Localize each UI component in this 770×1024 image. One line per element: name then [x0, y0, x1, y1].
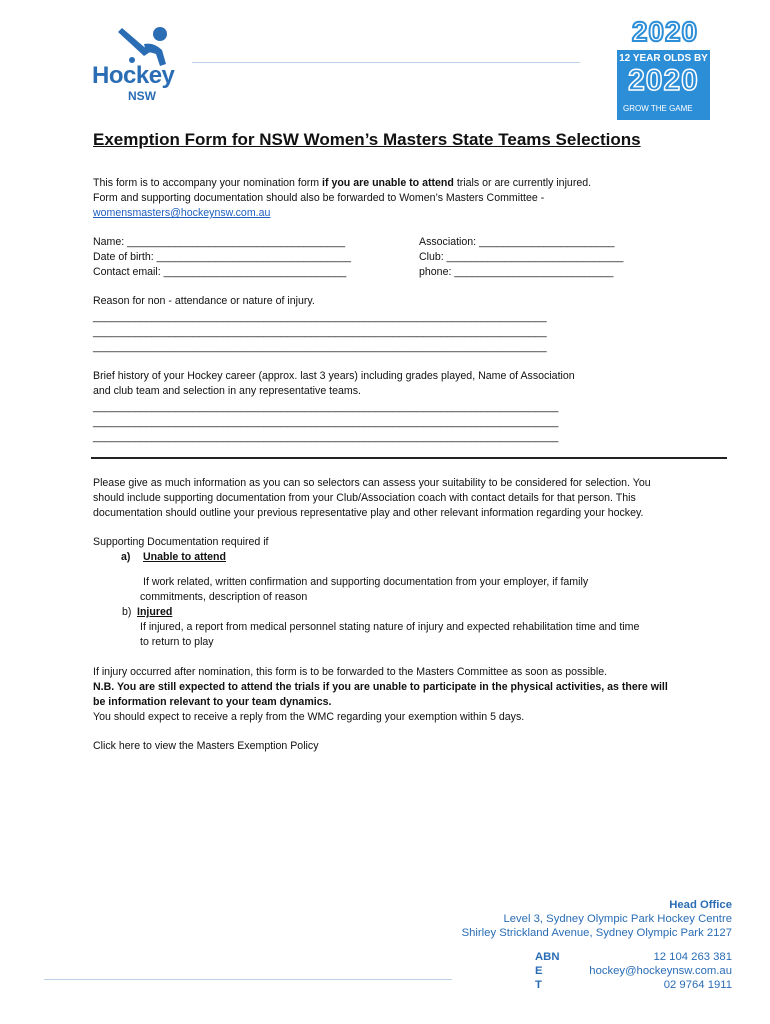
- hockey-nsw-logo: [92, 26, 192, 106]
- badge-line1: 12 YEAR OLDS BY: [619, 53, 708, 64]
- history-line-3[interactable]: _______________________________________________________________________________: [93, 431, 559, 443]
- footer-abn-key: ABN: [535, 951, 560, 963]
- intro-text-a: This form is to accompany your nomination form: [93, 177, 323, 189]
- note-line-3: be information relevant to your team dynamics.: [93, 696, 332, 708]
- badge-year-top: 2020: [631, 16, 699, 47]
- reason-line-2[interactable]: _____________________________________________________________________________: [93, 326, 547, 338]
- info-line-1: Please give as much information as you can so selectors can assess your suitability to be considered for selection. You: [93, 477, 651, 489]
- reason-line-3[interactable]: _____________________________________________________________________________: [93, 341, 547, 353]
- footer-address-2: Shirley Strickland Avenue, Sydney Olympic Park 2127: [461, 927, 732, 939]
- info-line-2: should include supporting documentation from your Club/Association coach with contact details for that person. This: [93, 492, 636, 504]
- note-line-1: If injury occurred after nomination, this form is to be forwarded to the Masters Committee as soon as possible.: [93, 666, 608, 678]
- page-title: Exemption Form for NSW Women’s Masters State Teams Selections: [93, 130, 641, 149]
- contact-email-field[interactable]: Contact email: _______________________________: [93, 266, 347, 278]
- note-line-2: N.B. You are still expected to attend the trials if you are unable to participate in the physical activities, as there will: [93, 681, 668, 693]
- footer-email-value[interactable]: hockey@hockeynsw.com.au: [589, 965, 732, 977]
- badge-box: [617, 50, 710, 120]
- intro-text-bold: if you are unable to attend: [322, 177, 454, 189]
- note-line-4: You should expect to receive a reply from the WMC regarding your exemption within 5 days.: [93, 711, 525, 723]
- logo-nsw: NSW: [128, 89, 156, 103]
- footer-address-1: Level 3, Sydney Olympic Park Hockey Centre: [503, 913, 732, 925]
- item-a-text-2: commitments, description of reason: [140, 591, 308, 603]
- history-line-1[interactable]: _______________________________________________________________________________: [93, 401, 559, 413]
- section-divider: [91, 457, 727, 459]
- footer-email-key: E: [535, 965, 543, 977]
- committee-email-link[interactable]: womensmasters@hockeynsw.com.au: [93, 207, 271, 219]
- supporting-heading: Supporting Documentation required if: [93, 536, 269, 548]
- reason-label: Reason for non - attendance or nature of injury.: [93, 295, 315, 307]
- exemption-policy-link[interactable]: Click here to view the Masters Exemption Policy: [93, 740, 319, 752]
- phone-field[interactable]: phone: ___________________________: [419, 266, 614, 278]
- item-a-marker: a): [121, 551, 131, 563]
- history-label-2: and club team and selection in any representative teams.: [93, 385, 361, 397]
- history-line-2[interactable]: _______________________________________________________________________________: [93, 416, 559, 428]
- footer-office-title: Head Office: [669, 899, 732, 911]
- dob-field[interactable]: Date of birth: _________________________________: [93, 251, 352, 263]
- item-a-text-1: If work related, written confirmation and supporting documentation from your employer, if family: [143, 576, 589, 588]
- association-field[interactable]: Association: _______________________: [419, 236, 615, 248]
- club-field[interactable]: Club: ______________________________: [419, 251, 624, 263]
- name-field[interactable]: Name: _____________________________________: [93, 236, 346, 248]
- footer-phone-key: T: [535, 979, 542, 991]
- intro-line-2: Form and supporting documentation should also be forwarded to Women’s Masters Committee -: [93, 192, 545, 204]
- info-line-3: documentation should outline your previous representative play and other relevant information regarding your hockey.: [93, 507, 644, 519]
- item-a-title: Unable to attend: [143, 551, 226, 563]
- footer-divider: [44, 979, 452, 980]
- badge-year-big: 2020: [628, 64, 699, 97]
- footer-abn-value: 12 104 263 381: [653, 951, 732, 963]
- item-b-title: Injured: [137, 606, 173, 618]
- item-b-marker: b): [122, 606, 132, 618]
- footer-phone-value: 02 9764 1911: [663, 979, 732, 991]
- campaign-badge: [617, 14, 710, 113]
- reason-line-1[interactable]: _____________________________________________________________________________: [93, 311, 547, 323]
- item-b-text-1: If injured, a report from medical personnel stating nature of injury and expected rehabilitation time and time: [140, 621, 640, 633]
- badge-tagline: GROW THE GAME: [623, 104, 693, 113]
- history-label-1: Brief history of your Hockey career (approx. last 3 years) including grades played, Name of Association: [93, 370, 575, 382]
- intro-text-c: trials or are currently injured.: [453, 177, 592, 189]
- intro-line-1: [93, 176, 591, 191]
- logo-wordmark: Hockey: [92, 62, 175, 89]
- header-divider: [192, 62, 580, 63]
- item-b-text-2: to return to play: [140, 636, 214, 648]
